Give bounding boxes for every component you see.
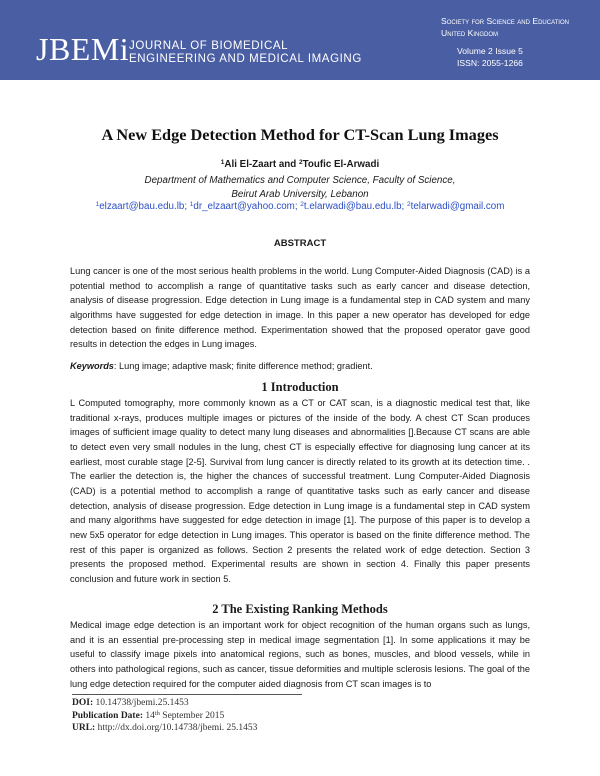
society-line-1: Society for Science and Education bbox=[441, 16, 569, 26]
publication-date-line bbox=[72, 710, 302, 723]
volume-issue: Volume 2 Issue 5 bbox=[457, 46, 523, 56]
section-2-heading: 2 The Existing Ranking Methods bbox=[212, 602, 388, 616]
affiliation-university: Beirut Arab University, Lebanon bbox=[231, 188, 369, 200]
author-2-affiliation-mark: 2 bbox=[299, 159, 303, 166]
doi-value[interactable]: 10.14738/jbemi.25.1453 bbox=[93, 698, 189, 708]
url-line bbox=[72, 722, 302, 735]
url-label: URL: bbox=[72, 723, 96, 733]
publication-date-label: Publication Date: bbox=[72, 710, 143, 721]
author-2-name: Toufic El-Arwadi bbox=[302, 159, 380, 170]
doi-line bbox=[72, 697, 302, 710]
email-link[interactable]: telarwadi@gmail.com bbox=[410, 201, 505, 212]
journal-name-line-2: ENGINEERING AND MEDICAL IMAGING bbox=[129, 53, 362, 65]
keywords-label: Keywords bbox=[70, 361, 114, 371]
publication-date-suffix: th bbox=[154, 709, 160, 717]
journal-name-line-1: JOURNAL OF BIOMEDICAL bbox=[129, 40, 289, 52]
email-1-mark: 1 bbox=[95, 201, 100, 208]
keywords bbox=[70, 359, 530, 373]
section-1-text: L Computed tomography, more commonly known as a CT or CAT scan, is a diagnostic medical test that, like traditional x-rays, produces multiple images or pictures of the inside of the body. A chest CT Scan produces images of sufficient image quality to detect many lung diseases and abnormalities [].Because CT scans are able to detect even very small nodules in the lung, chest CT is especially effective for diagnosing lung cancer at its earliest, most curable stage [2-5]. Survival from lung cancer is directly related to its growth at its detection time. . The earlier the detection is, the higher the chances of successful treatment. Lung Computer-Aided Diagnosis (CAD) is a potential method to accomplish a range of quantitative tasks such as early cancer and disease detection, analysis of disease progression. Edge detection in Lung image is a fundamental step in CAD system and many algorithms have suggested for edge detection in image [1]. The purpose of this paper is to develop a new 5x5 operator for edge detection in Lung images. This operator is based on the finite difference method. The rest of this paper is organized as follows. Section 2 presents the related work of edge detection. Section 3 presents the proposed method. Experimental results are shown in section 4. Finally this paper presents conclusion and future work in section 5. bbox=[70, 398, 530, 584]
issn: ISSN: 2055-1266 bbox=[457, 58, 523, 68]
publication-date-month-year: September 2015 bbox=[159, 710, 225, 721]
journal-header-banner bbox=[0, 0, 600, 80]
society-name bbox=[441, 15, 569, 39]
email-4-mark: 2 bbox=[406, 201, 411, 208]
abstract-heading: ABSTRACT bbox=[273, 238, 327, 249]
section-1-heading: 1 Introduction bbox=[261, 380, 339, 394]
author-conjunction: and bbox=[276, 159, 300, 170]
doi-label: DOI: bbox=[72, 698, 94, 708]
email-link[interactable]: elzaart@bau.edu.lb; bbox=[99, 201, 190, 212]
affiliation bbox=[0, 174, 600, 201]
email-3-mark: 2 bbox=[300, 201, 304, 208]
url-value[interactable]: http://dx.doi.org/10.14738/jbemi. 25.1453 bbox=[95, 723, 258, 733]
publication-date-day: 14 bbox=[142, 710, 155, 721]
publication-footer bbox=[72, 694, 302, 735]
keywords-text: : Lung image; adaptive mask; finite difference method; gradient. bbox=[113, 361, 373, 371]
journal-name bbox=[129, 40, 362, 66]
paper-title: A New Edge Detection Method for CT-Scan Lung Images bbox=[101, 125, 499, 144]
section-2-text: Medical image edge detection is an important work for object recognition of the human organs such as lungs, and it is an essential pre-processing step in medical image segmentation [1]. In some applications it may be useful to classify image pixels into anatomical regions, such as bones, muscles, and blood vessels, while in others into pathological regions, such as cancer, tissue deformities and multiple sclerosis lesions. The goal of the lung edge detection required for the computer aided diagnosis from CT scan images is to bbox=[70, 620, 530, 689]
author-line bbox=[0, 159, 600, 171]
affiliation-department: Department of Mathematics and Computer Science, Faculty of Science, bbox=[144, 175, 456, 186]
email-link[interactable]: t.elarwadi@bau.edu.lb; bbox=[303, 201, 407, 212]
author-1-name: Ali El-Zaart bbox=[224, 159, 277, 170]
abstract-text: Lung cancer is one of the most serious health problems in the world. Lung Computer-Aided Diagnosis (CAD) is a potential method to accomplish a range of quantitative tasks such as early cancer and disease detection, analysis of disease progression. Edge detection in Lung image is a fundamental step in CAD system and many algorithms have suggested for edge detection in image. In this paper a new operator has developed for edge detection based on finite difference method. Experimentation showed that the proposed operator gave good results in detection the edges in Lung images. bbox=[70, 266, 530, 350]
society-line-2: United Kingdom bbox=[441, 28, 498, 38]
author-1-affiliation-mark: 1 bbox=[220, 159, 225, 166]
email-2-mark: 1 bbox=[189, 201, 194, 208]
author-emails bbox=[0, 201, 600, 213]
volume-info bbox=[457, 45, 523, 69]
journal-logo: JBEMi bbox=[36, 31, 130, 67]
email-link[interactable]: dr_elzaart@yahoo.com; bbox=[193, 201, 301, 212]
